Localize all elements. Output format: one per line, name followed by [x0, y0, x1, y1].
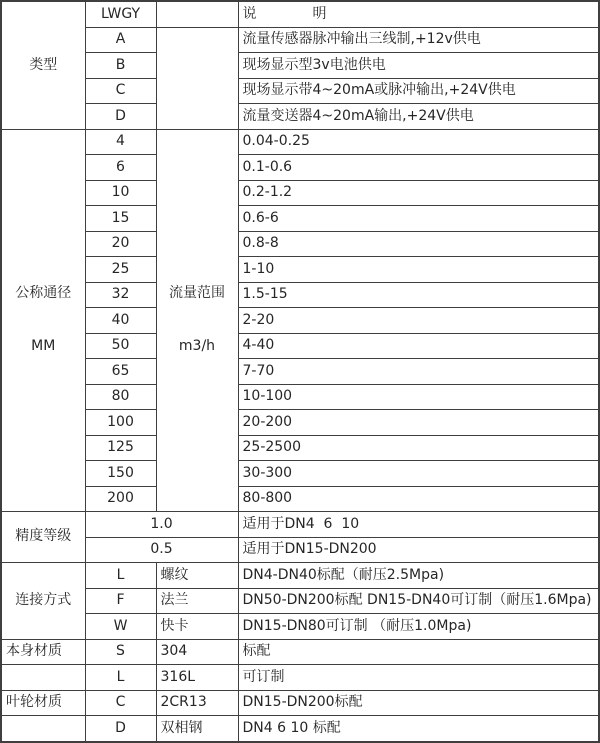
table-row: [1, 486, 599, 512]
table-row: [1, 308, 599, 334]
table-row: [1, 435, 599, 461]
table-row: [1, 690, 599, 716]
description-header-cell: 说 明: [238, 1, 599, 27]
empty-label-cell: [1, 716, 85, 742]
flow-range-cell: 0.8-8: [238, 231, 599, 257]
table-row: [1, 512, 599, 538]
dn-cell: 4: [85, 129, 156, 155]
dn-cell: 100: [85, 410, 156, 436]
table-row: [1, 359, 599, 385]
connection-code-cell: W: [85, 614, 156, 640]
material-name-cell: 双相钢: [156, 716, 238, 742]
dn-cell: 6: [85, 155, 156, 181]
empty-cell: [156, 1, 238, 27]
table-row: [1, 410, 599, 436]
type-code-cell: A: [85, 27, 156, 53]
model-code-cell: LWGY: [85, 1, 156, 27]
dn-cell: 40: [85, 308, 156, 334]
material-desc-cell: DN4 6 10 标配: [238, 716, 599, 742]
table-row: [1, 231, 599, 257]
table-row: [1, 282, 599, 308]
table-row: [1, 180, 599, 206]
table-row: [1, 563, 599, 589]
empty-cell: [156, 27, 238, 129]
material-code-cell: S: [85, 639, 156, 665]
dn-cell: 32: [85, 282, 156, 308]
diameter-label-line2: MM: [31, 337, 56, 354]
flow-range-cell: 0.6-6: [238, 206, 599, 232]
type-code-cell: B: [85, 53, 156, 79]
table-row: [1, 665, 599, 691]
section-label-diameter: [1, 129, 85, 512]
table-row: [1, 588, 599, 614]
material-name-cell: 316L: [156, 665, 238, 691]
section-label-type: 类型: [1, 1, 85, 129]
table-row: [1, 53, 599, 79]
material-desc-cell: 可订制: [238, 665, 599, 691]
section-label-connection: 连接方式: [1, 563, 85, 640]
connection-name-cell: 法兰: [156, 588, 238, 614]
flow-range-cell: 1.5-15: [238, 282, 599, 308]
type-desc-cell: 流量变送器4~20mA输出,+24V供电: [238, 104, 599, 130]
section-label-impeller-material: 叶轮材质: [1, 690, 85, 716]
table-row: [1, 461, 599, 487]
connection-desc-cell: DN50-DN200标配 DN15-DN40可订制（耐压1.6Mpa): [238, 588, 599, 614]
material-code-cell: C: [85, 690, 156, 716]
flow-range-cell: 10-100: [238, 384, 599, 410]
flow-range-label-line1: 流量范围: [169, 285, 225, 302]
flow-range-cell: 0.2-1.2: [238, 180, 599, 206]
flow-range-cell: 7-70: [238, 359, 599, 385]
flow-range-cell: 0.1-0.6: [238, 155, 599, 181]
flow-range-label-line2: m3/h: [178, 337, 216, 354]
material-desc-cell: DN15-DN200标配: [238, 690, 599, 716]
table-row: [1, 27, 599, 53]
table-row: [1, 129, 599, 155]
type-code-cell: C: [85, 78, 156, 104]
dn-cell: 20: [85, 231, 156, 257]
table-row: [1, 1, 599, 27]
dn-cell: 15: [85, 206, 156, 232]
connection-desc-cell: DN4-DN40标配（耐压2.5Mpa): [238, 563, 599, 589]
accuracy-desc-cell: 适用于DN4 6 10: [238, 512, 599, 538]
connection-name-cell: 快卡: [156, 614, 238, 640]
section-label-accuracy: 精度等级: [1, 512, 85, 563]
table-row: [1, 104, 599, 130]
diameter-label-line1: 公称通径: [15, 285, 72, 302]
section-label-body-material: 本身材质: [1, 639, 85, 665]
connection-desc-cell: DN15-DN80可订制 （耐压1.0Mpa): [238, 614, 599, 640]
accuracy-value-cell: 0.5: [85, 537, 238, 563]
flow-range-cell: 30-300: [238, 461, 599, 487]
table-row: [1, 257, 599, 283]
dn-cell: 150: [85, 461, 156, 487]
connection-name-cell: 螺纹: [156, 563, 238, 589]
type-code-cell: D: [85, 104, 156, 130]
material-name-cell: 2CR13: [156, 690, 238, 716]
material-code-cell: D: [85, 716, 156, 742]
table-row: [1, 716, 599, 742]
dn-cell: 10: [85, 180, 156, 206]
table-row: [1, 639, 599, 665]
table-row: [1, 384, 599, 410]
table-row: [1, 206, 599, 232]
dn-cell: 50: [85, 333, 156, 359]
dn-cell: 125: [85, 435, 156, 461]
empty-label-cell: [1, 665, 85, 691]
accuracy-value-cell: 1.0: [85, 512, 238, 538]
table-row: [1, 537, 599, 563]
table-row: [1, 614, 599, 640]
table-row: [1, 333, 599, 359]
material-name-cell: 304: [156, 639, 238, 665]
material-code-cell: L: [85, 665, 156, 691]
type-desc-cell: 流量传感器脉冲输出三线制,+12v供电: [238, 27, 599, 53]
material-desc-cell: 标配: [238, 639, 599, 665]
flow-range-cell: 2-20: [238, 308, 599, 334]
dn-cell: 200: [85, 486, 156, 512]
connection-code-cell: F: [85, 588, 156, 614]
flow-range-label-cell: [156, 129, 238, 512]
table-row: [1, 155, 599, 181]
type-desc-cell: 现场显示带4~20mA或脉冲输出,+24V供电: [238, 78, 599, 104]
flow-range-cell: 80-800: [238, 486, 599, 512]
type-desc-cell: 现场显示型3v电池供电: [238, 53, 599, 79]
connection-code-cell: L: [85, 563, 156, 589]
accuracy-desc-cell: 适用于DN15-DN200: [238, 537, 599, 563]
flow-range-cell: 0.04-0.25: [238, 129, 599, 155]
dn-cell: 80: [85, 384, 156, 410]
flow-range-cell: 1-10: [238, 257, 599, 283]
table-row: [1, 78, 599, 104]
flow-range-cell: 20-200: [238, 410, 599, 436]
flow-range-cell: 4-40: [238, 333, 599, 359]
flow-range-cell: 25-2500: [238, 435, 599, 461]
dn-cell: 25: [85, 257, 156, 283]
dn-cell: 65: [85, 359, 156, 385]
